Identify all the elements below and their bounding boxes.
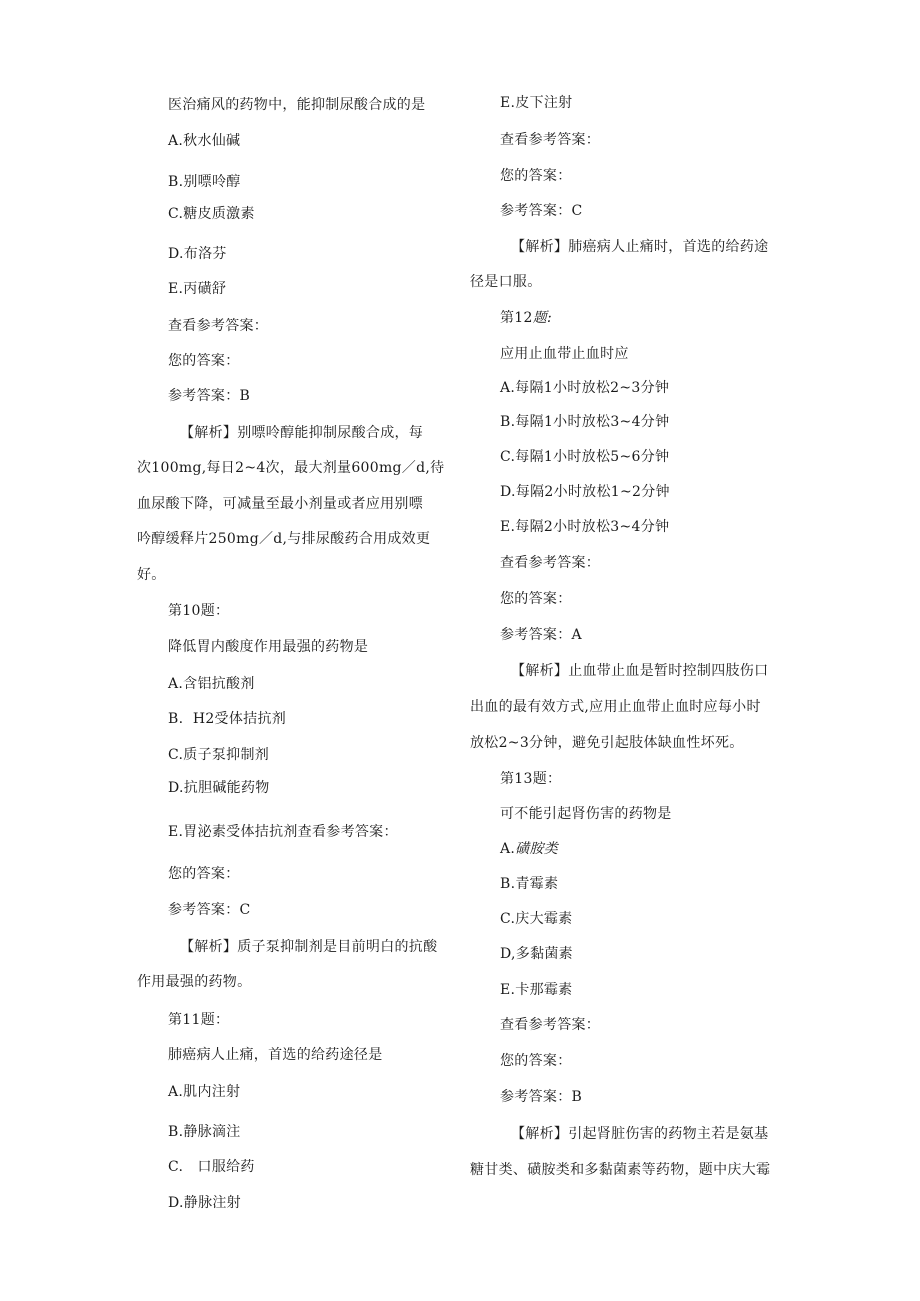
q12-title-suffix: 题: xyxy=(532,310,553,326)
q11-check-answer: 查看参考答案： xyxy=(500,132,601,148)
q11-option-b: B.静脉滴注 xyxy=(168,1124,241,1140)
q12-option-c: C.每隔1小时放松5~6分钟 xyxy=(500,449,670,465)
q10-option-e: E.胃泌素受体拮抗剂查看参考答案： xyxy=(168,824,398,840)
q9-check-answer: 查看参考答案： xyxy=(168,318,269,334)
q10-explanation-line: 作用最强的药物。 xyxy=(137,974,252,990)
q10-option-c: C.质子泵抑制剂 xyxy=(168,747,270,763)
q13-your-answer: 您的答案： xyxy=(500,1053,572,1069)
q11-your-answer: 您的答案： xyxy=(500,168,572,184)
q11-option-c: C. 口服给药 xyxy=(168,1159,255,1175)
q12-explanation-line: 出血的最有效方式,应用止血带止血时应每小时 xyxy=(470,699,761,715)
q11-reference-answer: 参考答案：C xyxy=(500,203,583,219)
q9-option-e: E.丙磺舒 xyxy=(168,281,227,297)
q10-reference-answer: 参考答案：C xyxy=(168,902,251,918)
q12-reference-answer: 参考答案：A xyxy=(500,627,582,643)
q12-stem: 应用止血带止血时应 xyxy=(500,346,629,362)
q12-explanation-line: 【解析】止血带止血是暂时控制四肢伤口 xyxy=(511,663,769,679)
q9-your-answer: 您的答案： xyxy=(168,353,240,369)
q10-option-b: B. H2受体拮抗剂 xyxy=(168,711,287,727)
q9-option-c: C.糖皮质激素 xyxy=(168,206,255,222)
q9-option-a: A.秋水仙碱 xyxy=(168,133,241,149)
q11-title: 第11题： xyxy=(168,1012,230,1028)
q12-title-number: 第12 xyxy=(500,310,533,326)
q13-option-a-text: 磺胺类 xyxy=(515,841,559,857)
q12-check-answer: 查看参考答案： xyxy=(500,555,601,571)
q12-option-b: B.每隔1小时放松3~4分钟 xyxy=(500,414,670,430)
q12-title xyxy=(500,308,552,328)
q9-explanation-line: 【解析】别嘌呤醇能抑制尿酸合成，每 xyxy=(180,425,424,441)
q10-title: 第10题： xyxy=(168,603,230,619)
q9-explanation-line: 吟醇缓释片250mg／d,与排尿酸药合用成效更 xyxy=(137,531,431,547)
q10-option-a: A.含铝抗酸剂 xyxy=(168,676,255,692)
q11-option-d: D.静脉注射 xyxy=(168,1195,241,1211)
q13-check-answer: 查看参考答案： xyxy=(500,1017,601,1033)
q13-option-a xyxy=(500,839,558,859)
q10-your-answer: 您的答案： xyxy=(168,866,240,882)
q13-explanation-line: 【解析】引起肾脏伤害的药物主若是氨基 xyxy=(511,1126,769,1142)
q13-stem: 可不能引起肾伤害的药物是 xyxy=(500,806,672,822)
q9-stem: 医治痛风的药物中，能抑制尿酸合成的是 xyxy=(168,97,426,113)
q12-option-a: A.每隔1小时放松2~3分钟 xyxy=(500,380,670,396)
q9-option-d: D.布洛芬 xyxy=(168,246,227,262)
q9-reference-answer: 参考答案：B xyxy=(168,388,251,404)
q13-option-e: E.卡那霉素 xyxy=(500,982,573,998)
q9-option-b: B.别嘌呤醇 xyxy=(168,174,241,190)
q11-option-a: A.肌内注射 xyxy=(168,1084,241,1100)
q12-your-answer: 您的答案： xyxy=(500,591,572,607)
q11-option-e: E.皮下注射 xyxy=(500,95,573,111)
q9-explanation-line: 次100mg,每日2~4次，最大剂量600mg／d,待 xyxy=(137,460,445,476)
q13-title: 第13题： xyxy=(500,771,562,787)
q10-option-d: D.抗胆碱能药物 xyxy=(168,780,270,796)
q12-option-d: D.每隔2小时放松1~2分钟 xyxy=(500,484,670,500)
q13-option-d: D,多黏菌素 xyxy=(500,946,573,962)
q12-explanation-line: 放松2~3分钟，避免引起肢体缺血性坏死。 xyxy=(470,735,744,751)
q10-explanation-line: 【解析】质子泵抑制剂是目前明白的抗酸 xyxy=(180,939,438,955)
q9-explanation-line: 好。 xyxy=(137,567,166,583)
q11-explanation-line: 【解析】肺癌病人止痛时，首选的给药途 xyxy=(511,239,769,255)
q13-reference-answer: 参考答案：B xyxy=(500,1089,583,1105)
q13-option-b: B.青霉素 xyxy=(500,876,559,892)
q11-explanation-line: 径是口服。 xyxy=(470,274,542,290)
q13-option-a-prefix: A. xyxy=(500,841,516,857)
q12-option-e: E.每隔2小时放松3~4分钟 xyxy=(500,519,670,535)
q13-explanation-line: 糖甘类、磺胺类和多黏菌素等药物，题中庆大霉 xyxy=(470,1162,771,1178)
q10-stem: 降低胃内酸度作用最强的药物是 xyxy=(168,639,369,655)
q9-explanation-line: 血尿酸下降，可减量至最小剂量或者应用别嘌 xyxy=(137,496,423,512)
q13-option-c: C.庆大霉素 xyxy=(500,911,573,927)
q11-stem: 肺癌病人止痛，首选的给药途径是 xyxy=(168,1047,383,1063)
